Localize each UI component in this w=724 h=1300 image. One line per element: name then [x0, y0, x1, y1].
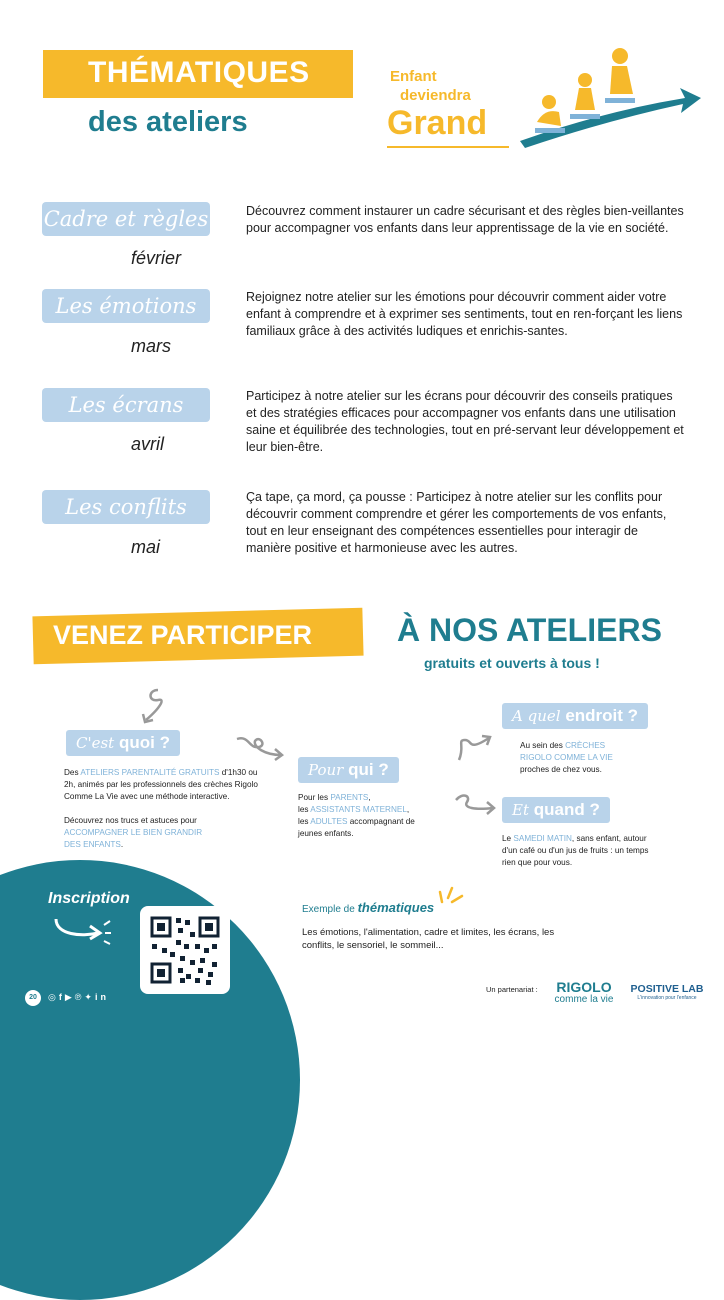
- anniversary-badge: 20: [25, 990, 41, 1006]
- facebook-icon[interactable]: f: [58, 992, 65, 1002]
- quand-text: Le SAMEDI MATIN, sans enfant, autour d'un café ou d'un jus de fruits : un temps rien que pour vous.: [502, 834, 649, 867]
- tag-endroit: A quel endroit ?: [502, 703, 648, 729]
- partner-label: Un partenariat :: [486, 985, 538, 994]
- twitter-icon[interactable]: ✦: [84, 992, 95, 1002]
- cta-banner-text: VENEZ PARTICIPER: [53, 620, 313, 650]
- topic-text-emotions: Rejoignez notre atelier sur les émotions pour découvrir comment aider votre enfant à comprendre et à exprimer ses sentiments, tout en ren-forçant les liens familiaux grâce à des activités ludiques et enrichis-santes.: [246, 290, 683, 338]
- topic-text-ecrans: Participez à notre atelier sur les écrans pour découvrir des conseils pratiques et des stratégies efficaces pour accompagner vos enfants dans une utilisation saine et équilibrée des technologies, tout en pré-servant leur développement et leur bien-être.: [246, 389, 684, 454]
- topic-month-emotions: mars: [131, 336, 171, 356]
- slogan-underline: [387, 146, 509, 148]
- squiggle-arrow-icon: [453, 790, 498, 820]
- social-icons[interactable]: [48, 992, 109, 1003]
- youtube-icon[interactable]: ▶: [64, 992, 75, 1002]
- examples-text: Les émotions, l'alimentation, cadre et limites, les écrans, les conflits, le sensoriel, le sommeil...: [302, 927, 555, 951]
- squiggle-arrow-icon: [140, 686, 180, 726]
- page-subtitle: des ateliers: [88, 106, 248, 138]
- endroit-text: Au sein des CRÈCHES RIGOLO COMME LA VIE proches de chez vous.: [520, 741, 613, 774]
- instagram-icon[interactable]: ◎: [48, 992, 59, 1002]
- slogan-small-2: deviendra: [400, 87, 471, 104]
- cta-title: À NOS ATELIERS: [397, 612, 662, 648]
- squiggle-arrow-icon: [235, 731, 285, 765]
- page-title: THÉMATIQUES: [88, 56, 310, 89]
- topic-month-cadre: février: [131, 248, 182, 268]
- inscription-label: Inscription: [48, 890, 130, 907]
- sparkle-icon: [438, 884, 464, 906]
- topic-month-ecrans: avril: [131, 434, 165, 454]
- pinterest-icon[interactable]: ℗: [74, 992, 85, 1002]
- squiggle-arrow-icon: [455, 732, 495, 766]
- quoi-paragraph-1: Des ATELIERS PARENTALITÉ GRATUITS d'1h30 ou 2h, animés par les professionnels des crèches Rigolo Comme La Vie avec une méthode interactive.: [64, 768, 258, 801]
- stairs-children-icon: [515, 36, 705, 151]
- positive-lab-logo: POSITIVE LAB L'innovation pour l'enfance: [630, 983, 704, 1001]
- topic-text-conflits: Ça tape, ça mord, ça pousse : Participez à notre atelier sur les conflits pour découvrir comment comprendre et gérer les comportements de vos enfants, tout en leur enseignant des compétences essentielles pour interagir de manière positive et harmonieuse avec les autres.: [246, 490, 667, 555]
- examples-label: Exemple de thématiques: [302, 900, 435, 915]
- topic-label-emotions: Les émotions: [42, 289, 210, 323]
- quoi-paragraph-2: Découvrez nos trucs et astuces pour ACCOMPAGNER LE BIEN GRANDIR DES ENFANTS.: [64, 816, 203, 849]
- topic-text-cadre: Découvrez comment instaurer un cadre sécurisant et des règles bien-veillantes pour accompagner vos enfants dans leur apprentissage de la vie en société.: [246, 204, 684, 235]
- topic-label-conflits: Les conflits: [42, 490, 210, 524]
- cta-subtitle: gratuits et ouverts à tous !: [424, 655, 600, 671]
- topic-label-ecrans: Les écrans: [42, 388, 210, 422]
- arrow-icon: [52, 915, 112, 945]
- slogan-small-1: Enfant: [390, 68, 437, 85]
- topic-month-conflits: mai: [131, 537, 161, 557]
- linkedin-icon[interactable]: in: [94, 992, 109, 1002]
- topic-label-cadre: Cadre et règles: [42, 202, 210, 236]
- tag-qui: Pour qui ?: [298, 757, 399, 783]
- rigolo-logo: RIGOLO comme la vie: [554, 979, 614, 1005]
- tag-quand: Et quand ?: [502, 797, 610, 823]
- slogan-big: Grand: [387, 104, 488, 142]
- qui-text: Pour les PARENTS, les ASSISTANTS MATERNEL, les ADULTES accompagnant de jeunes enfants.: [298, 793, 415, 838]
- qr-code[interactable]: [140, 906, 230, 994]
- tag-quoi: C'est quoi ?: [66, 730, 180, 756]
